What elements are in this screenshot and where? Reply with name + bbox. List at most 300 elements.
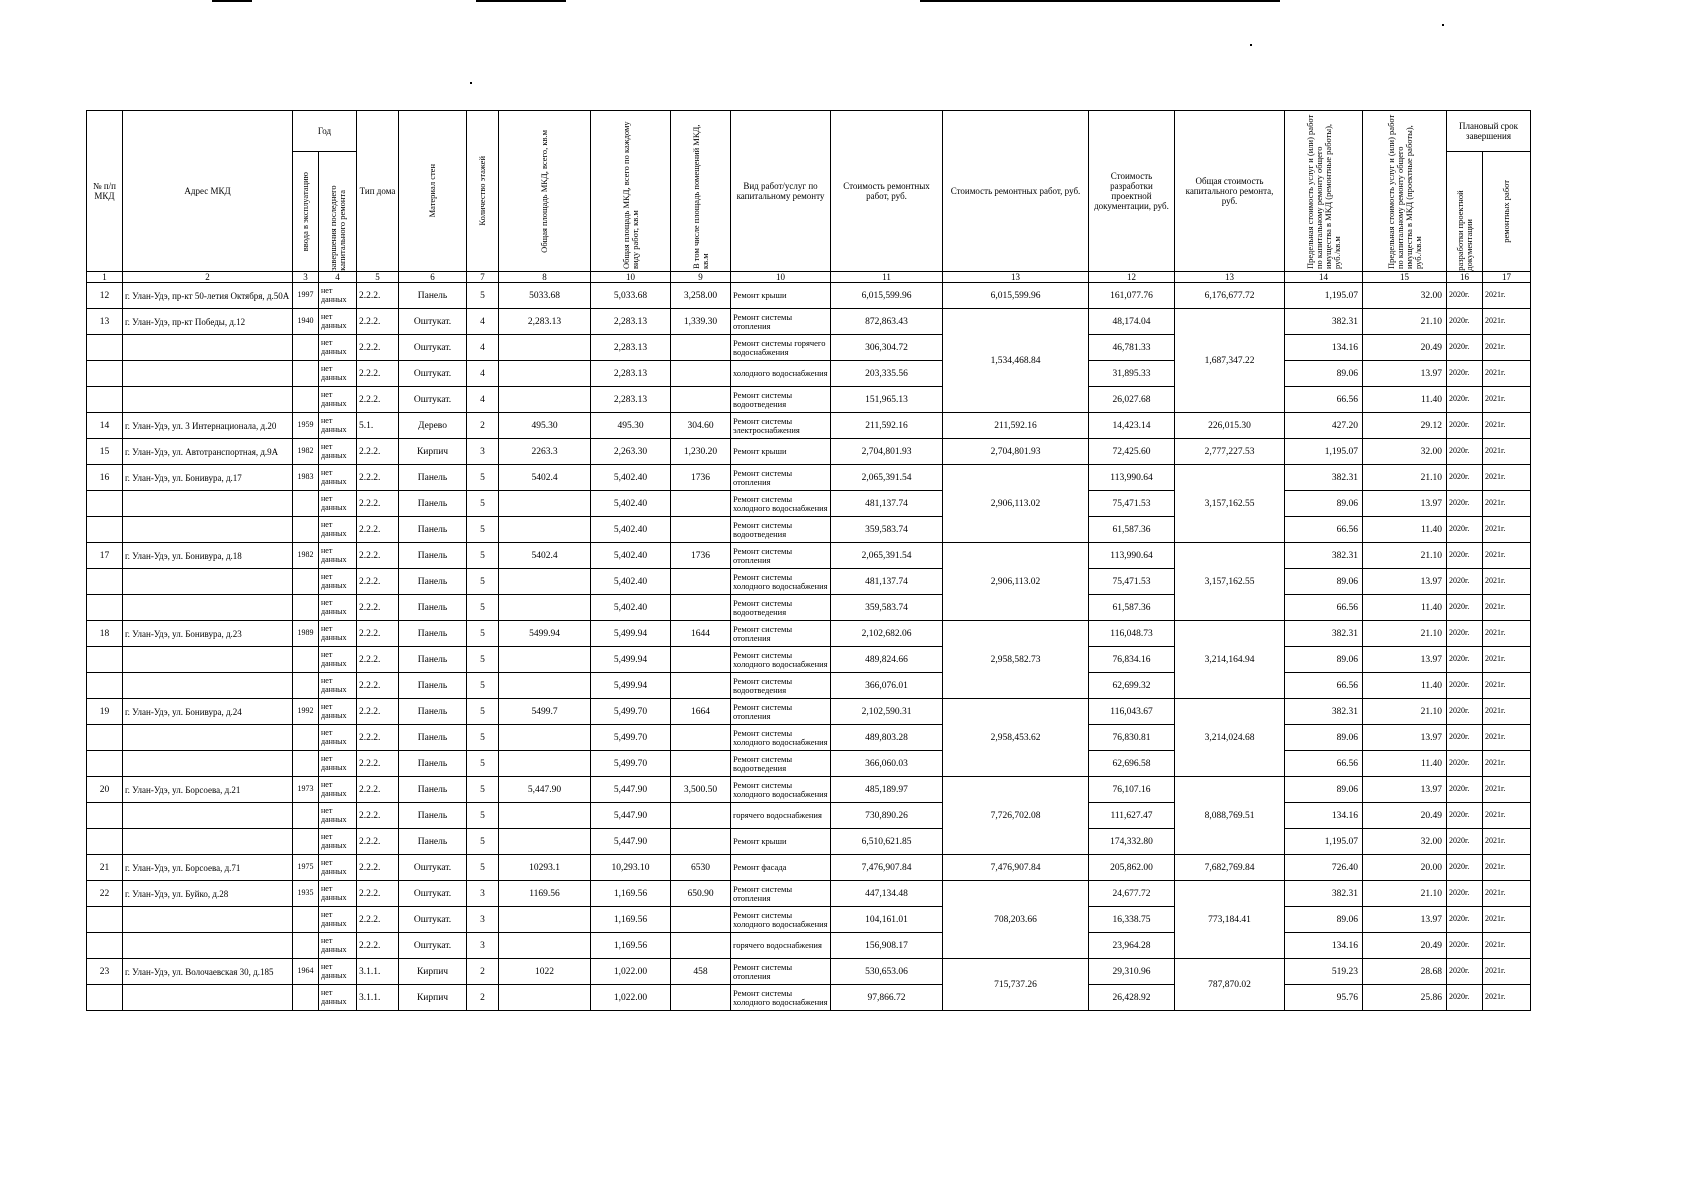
column-number: 10 <box>591 272 671 283</box>
deadline-design: 2020г. <box>1447 543 1483 569</box>
wall-material: Панель <box>399 777 467 803</box>
column-number: 5 <box>357 272 399 283</box>
deadline-design: 2020г. <box>1447 803 1483 829</box>
mkd-address <box>123 803 293 829</box>
wall-material: Панель <box>399 725 467 751</box>
floor-count: 5 <box>467 621 499 647</box>
wall-material: Оштукат. <box>399 881 467 907</box>
wall-material: Панель <box>399 829 467 855</box>
work-type: Ремонт системы отопления <box>731 699 831 725</box>
mkd-address <box>123 751 293 777</box>
total-capital-repair-cost: 226,015.30 <box>1175 413 1285 439</box>
deadline-repair: 2021г. <box>1483 933 1531 959</box>
year-commissioning <box>293 595 319 621</box>
year-commissioning <box>293 907 319 933</box>
deadline-repair: 2021г. <box>1483 387 1531 413</box>
column-number: 13 <box>943 272 1089 283</box>
table-body <box>87 283 1531 1011</box>
mkd-number <box>87 569 123 595</box>
wall-material: Оштукат. <box>399 933 467 959</box>
total-area: 495.30 <box>499 413 591 439</box>
mkd-address: г. Улан-Удэ, ул. Автотранспортная, д.9А <box>123 439 293 465</box>
repair-cost-total: 7,476,907.84 <box>943 855 1089 881</box>
limit-cost-design: 21.10 <box>1363 465 1447 491</box>
year-last-repair: нет данных <box>319 387 357 413</box>
column-number: 9 <box>671 272 731 283</box>
deadline-repair: 2021г. <box>1483 517 1531 543</box>
mkd-number: 23 <box>87 959 123 985</box>
mkd-number <box>87 725 123 751</box>
table-row <box>87 907 1531 933</box>
design-cost: 113,990.64 <box>1089 543 1175 569</box>
floor-count: 3 <box>467 933 499 959</box>
floor-count: 2 <box>467 985 499 1011</box>
limit-cost-design: 11.40 <box>1363 387 1447 413</box>
limit-cost-repair: 382.31 <box>1285 699 1363 725</box>
house-type: 2.2.2. <box>357 699 399 725</box>
mkd-address <box>123 595 293 621</box>
house-type: 2.2.2. <box>357 361 399 387</box>
design-cost: 75,471.53 <box>1089 491 1175 517</box>
living-area: 1644 <box>671 621 731 647</box>
repair-cost-total: 708,203.66 <box>943 881 1089 959</box>
living-area <box>671 985 731 1011</box>
work-type: Ремонт крыши <box>731 439 831 465</box>
year-last-repair: нет данных <box>319 439 357 465</box>
mkd-number: 14 <box>87 413 123 439</box>
limit-cost-repair: 95.76 <box>1285 985 1363 1011</box>
wall-material: Оштукат. <box>399 361 467 387</box>
table-row <box>87 283 1531 309</box>
deadline-repair: 2021г. <box>1483 985 1531 1011</box>
house-type: 2.2.2. <box>357 777 399 803</box>
house-type: 2.2.2. <box>357 933 399 959</box>
column-number: 1 <box>87 272 123 283</box>
house-type: 2.2.2. <box>357 439 399 465</box>
year-commissioning <box>293 985 319 1011</box>
year-commissioning <box>293 933 319 959</box>
mkd-number: 21 <box>87 855 123 881</box>
floor-count: 5 <box>467 491 499 517</box>
wall-material: Оштукат. <box>399 309 467 335</box>
total-area <box>499 907 591 933</box>
header-work-type: Вид работ/услуг по капитальному ремонту <box>731 111 831 272</box>
mkd-number <box>87 803 123 829</box>
capital-repair-table <box>86 110 1531 1011</box>
table-row <box>87 855 1531 881</box>
header-floors: Количество этажей <box>467 111 499 272</box>
area-per-work: 2,283.13 <box>591 387 671 413</box>
mkd-number <box>87 517 123 543</box>
wall-material: Панель <box>399 673 467 699</box>
house-type: 3.1.1. <box>357 985 399 1011</box>
year-commissioning: 1982 <box>293 543 319 569</box>
limit-cost-repair: 134.16 <box>1285 933 1363 959</box>
limit-cost-repair: 382.31 <box>1285 881 1363 907</box>
repair-cost: 872,863.43 <box>831 309 943 335</box>
work-type: Ремонт системы горячего водоснабжения <box>731 335 831 361</box>
living-area: 1736 <box>671 543 731 569</box>
header-deadline-repair: ремонтных работ <box>1483 152 1531 272</box>
design-cost: 116,043.67 <box>1089 699 1175 725</box>
year-last-repair: нет данных <box>319 543 357 569</box>
deadline-design: 2020г. <box>1447 465 1483 491</box>
header-year-commissioning: ввода в эксплуатацию <box>293 152 319 272</box>
year-last-repair: нет данных <box>319 361 357 387</box>
year-commissioning <box>293 335 319 361</box>
area-per-work: 5,499.94 <box>591 647 671 673</box>
design-cost: 23,964.28 <box>1089 933 1175 959</box>
repair-cost: 489,803.28 <box>831 725 943 751</box>
limit-cost-design: 13.97 <box>1363 647 1447 673</box>
limit-cost-design: 13.97 <box>1363 725 1447 751</box>
deadline-repair: 2021г. <box>1483 491 1531 517</box>
total-area: 5499.94 <box>499 621 591 647</box>
header-year-last-repair: завершения последнего капитального ремонта <box>319 152 357 272</box>
wall-material: Панель <box>399 517 467 543</box>
limit-cost-repair: 66.56 <box>1285 595 1363 621</box>
scan-mark <box>470 82 472 84</box>
work-type: Ремонт системы водоотведения <box>731 595 831 621</box>
total-area <box>499 335 591 361</box>
deadline-design: 2020г. <box>1447 881 1483 907</box>
design-cost: 46,781.33 <box>1089 335 1175 361</box>
mkd-number <box>87 387 123 413</box>
year-commissioning: 1935 <box>293 881 319 907</box>
deadline-design: 2020г. <box>1447 985 1483 1011</box>
table-row <box>87 751 1531 777</box>
header-address: Адрес МКД <box>123 111 293 272</box>
limit-cost-design: 32.00 <box>1363 829 1447 855</box>
wall-material: Оштукат. <box>399 907 467 933</box>
header-deadline-design: разработки проектной документации <box>1447 152 1483 272</box>
mkd-number: 17 <box>87 543 123 569</box>
deadline-repair: 2021г. <box>1483 829 1531 855</box>
house-type: 2.2.2. <box>357 283 399 309</box>
total-area <box>499 361 591 387</box>
wall-material: Панель <box>399 465 467 491</box>
limit-cost-repair: 89.06 <box>1285 777 1363 803</box>
table-row <box>87 491 1531 517</box>
work-type: Ремонт системы водоотведения <box>731 387 831 413</box>
total-area <box>499 933 591 959</box>
mkd-number: 22 <box>87 881 123 907</box>
header-no: № п/п МКД <box>87 111 123 272</box>
living-area <box>671 673 731 699</box>
floor-count: 5 <box>467 465 499 491</box>
deadline-design: 2020г. <box>1447 725 1483 751</box>
header-area-per-work: Общая площадь МКД, всего по каждому виду работ, кв.м <box>591 111 671 272</box>
work-type: Ремонт крыши <box>731 829 831 855</box>
house-type: 2.2.2. <box>357 621 399 647</box>
table-row <box>87 959 1531 985</box>
mkd-address: г. Улан-Удэ, пр-кт 50-летия Октября, д.50А <box>123 283 293 309</box>
deadline-repair: 2021г. <box>1483 283 1531 309</box>
total-capital-repair-cost: 6,176,677.72 <box>1175 283 1285 309</box>
floor-count: 5 <box>467 647 499 673</box>
floor-count: 5 <box>467 517 499 543</box>
house-type: 2.2.2. <box>357 751 399 777</box>
total-area: 5402.4 <box>499 465 591 491</box>
table-row <box>87 725 1531 751</box>
wall-material: Оштукат. <box>399 855 467 881</box>
repair-cost: 151,965.13 <box>831 387 943 413</box>
mkd-address <box>123 933 293 959</box>
table-row <box>87 829 1531 855</box>
total-capital-repair-cost: 3,214,164.94 <box>1175 621 1285 699</box>
deadline-design: 2020г. <box>1447 907 1483 933</box>
repair-cost: 211,592.16 <box>831 413 943 439</box>
wall-material: Панель <box>399 621 467 647</box>
floor-count: 5 <box>467 751 499 777</box>
repair-cost: 481,137.74 <box>831 569 943 595</box>
design-cost: 116,048.73 <box>1089 621 1175 647</box>
year-last-repair: нет данных <box>319 855 357 881</box>
total-area: 5402.4 <box>499 543 591 569</box>
house-type: 2.2.2. <box>357 595 399 621</box>
deadline-repair: 2021г. <box>1483 751 1531 777</box>
repair-cost: 6,015,599.96 <box>831 283 943 309</box>
wall-material: Панель <box>399 595 467 621</box>
mkd-address: г. Улан-Удэ, ул. Волочаевская 30, д.185 <box>123 959 293 985</box>
deadline-design: 2020г. <box>1447 309 1483 335</box>
total-area: 2263.3 <box>499 439 591 465</box>
header-deadline-group: Плановый срок завершения <box>1447 111 1531 152</box>
year-commissioning: 1973 <box>293 777 319 803</box>
table-row <box>87 647 1531 673</box>
limit-cost-repair: 66.56 <box>1285 751 1363 777</box>
work-type: Ремонт системы холодного водоснабжения <box>731 725 831 751</box>
mkd-number: 18 <box>87 621 123 647</box>
deadline-design: 2020г. <box>1447 751 1483 777</box>
wall-material: Оштукат. <box>399 387 467 413</box>
area-per-work: 495.30 <box>591 413 671 439</box>
header-total-cost: Общая стоимость капитального ремонта, руб. <box>1175 111 1285 272</box>
column-number: 4 <box>319 272 357 283</box>
living-area <box>671 907 731 933</box>
year-commissioning: 1964 <box>293 959 319 985</box>
repair-cost-total: 2,704,801.93 <box>943 439 1089 465</box>
table-row <box>87 673 1531 699</box>
limit-cost-repair: 89.06 <box>1285 647 1363 673</box>
living-area: 304.60 <box>671 413 731 439</box>
header-limit-cost-design: Предельная стоимость услуг и (или) работ по капитальному ремонту общего имущества в МКД (проектные работы), руб./кв.м <box>1363 111 1447 272</box>
repair-cost: 489,824.66 <box>831 647 943 673</box>
table-row <box>87 361 1531 387</box>
deadline-repair: 2021г. <box>1483 907 1531 933</box>
mkd-address: г. Улан-Удэ, ул. Бонивура, д.24 <box>123 699 293 725</box>
year-last-repair: нет данных <box>319 595 357 621</box>
area-per-work: 2,283.13 <box>591 309 671 335</box>
year-commissioning <box>293 517 319 543</box>
limit-cost-repair: 382.31 <box>1285 309 1363 335</box>
mkd-address <box>123 387 293 413</box>
deadline-repair: 2021г. <box>1483 595 1531 621</box>
year-last-repair: нет данных <box>319 959 357 985</box>
deadline-design: 2020г. <box>1447 855 1483 881</box>
design-cost: 26,027.68 <box>1089 387 1175 413</box>
header-total-area: Общая площадь МКД, всего, кв.м <box>499 111 591 272</box>
deadline-design: 2020г. <box>1447 283 1483 309</box>
column-number: 12 <box>1089 272 1175 283</box>
year-commissioning <box>293 829 319 855</box>
total-area <box>499 985 591 1011</box>
floor-count: 5 <box>467 569 499 595</box>
living-area <box>671 387 731 413</box>
limit-cost-design: 21.10 <box>1363 881 1447 907</box>
year-commissioning: 1989 <box>293 621 319 647</box>
repair-cost-total: 7,726,702.08 <box>943 777 1089 855</box>
deadline-repair: 2021г. <box>1483 335 1531 361</box>
total-area <box>499 673 591 699</box>
house-type: 5.1. <box>357 413 399 439</box>
mkd-number <box>87 751 123 777</box>
year-last-repair: нет данных <box>319 569 357 595</box>
table-row <box>87 517 1531 543</box>
limit-cost-design: 32.00 <box>1363 439 1447 465</box>
mkd-number: 16 <box>87 465 123 491</box>
mkd-address <box>123 985 293 1011</box>
limit-cost-design: 13.97 <box>1363 491 1447 517</box>
table-row <box>87 439 1531 465</box>
limit-cost-repair: 1,195.07 <box>1285 829 1363 855</box>
total-area <box>499 725 591 751</box>
limit-cost-repair: 427.20 <box>1285 413 1363 439</box>
repair-cost: 2,102,682.06 <box>831 621 943 647</box>
house-type: 2.2.2. <box>357 465 399 491</box>
total-area: 5033.68 <box>499 283 591 309</box>
year-last-repair: нет данных <box>319 829 357 855</box>
repair-cost: 203,335.56 <box>831 361 943 387</box>
limit-cost-design: 11.40 <box>1363 751 1447 777</box>
table-row <box>87 777 1531 803</box>
design-cost: 76,830.81 <box>1089 725 1175 751</box>
repair-cost-total: 1,534,468.84 <box>943 309 1089 413</box>
living-area: 1736 <box>671 465 731 491</box>
total-area <box>499 491 591 517</box>
year-last-repair: нет данных <box>319 647 357 673</box>
living-area <box>671 933 731 959</box>
living-area <box>671 517 731 543</box>
deadline-design: 2020г. <box>1447 387 1483 413</box>
repair-cost-total: 2,906,113.02 <box>943 543 1089 621</box>
mkd-number: 19 <box>87 699 123 725</box>
total-capital-repair-cost: 3,157,162.55 <box>1175 465 1285 543</box>
header-wall-material: Материал стен <box>399 111 467 272</box>
design-cost: 62,699.32 <box>1089 673 1175 699</box>
floor-count: 5 <box>467 543 499 569</box>
limit-cost-repair: 134.16 <box>1285 803 1363 829</box>
year-last-repair: нет данных <box>319 933 357 959</box>
year-commissioning: 1940 <box>293 309 319 335</box>
living-area <box>671 803 731 829</box>
living-area: 458 <box>671 959 731 985</box>
design-cost: 75,471.53 <box>1089 569 1175 595</box>
deadline-repair: 2021г. <box>1483 803 1531 829</box>
deadline-design: 2020г. <box>1447 361 1483 387</box>
header-living-area: В том числе площадь помещений МКД, кв.м <box>671 111 731 272</box>
total-capital-repair-cost: 1,687,347.22 <box>1175 309 1285 413</box>
house-type: 2.2.2. <box>357 855 399 881</box>
mkd-number <box>87 647 123 673</box>
total-area: 1022 <box>499 959 591 985</box>
year-commissioning: 1982 <box>293 439 319 465</box>
mkd-address: г. Улан-Удэ, ул. Борсоева, д.71 <box>123 855 293 881</box>
total-capital-repair-cost: 787,870.02 <box>1175 959 1285 1011</box>
table-row <box>87 881 1531 907</box>
year-last-repair: нет данных <box>319 309 357 335</box>
year-last-repair: нет данных <box>319 673 357 699</box>
limit-cost-repair: 66.56 <box>1285 517 1363 543</box>
total-area <box>499 595 591 621</box>
table-row <box>87 803 1531 829</box>
house-type: 2.2.2. <box>357 803 399 829</box>
house-type: 2.2.2. <box>357 569 399 595</box>
total-capital-repair-cost: 3,214,024.68 <box>1175 699 1285 777</box>
design-cost: 76,834.16 <box>1089 647 1175 673</box>
year-commissioning: 1997 <box>293 283 319 309</box>
wall-material: Панель <box>399 569 467 595</box>
repair-cost: 366,076.01 <box>831 673 943 699</box>
deadline-repair: 2021г. <box>1483 881 1531 907</box>
total-area <box>499 517 591 543</box>
header-repair-cost: Стоимость ремонтных работ, руб. <box>831 111 943 272</box>
design-cost: 111,627.47 <box>1089 803 1175 829</box>
limit-cost-design: 29.12 <box>1363 413 1447 439</box>
house-type: 2.2.2. <box>357 673 399 699</box>
living-area <box>671 829 731 855</box>
area-per-work: 5,402.40 <box>591 543 671 569</box>
design-cost: 24,677.72 <box>1089 881 1175 907</box>
floor-count: 2 <box>467 413 499 439</box>
mkd-address <box>123 725 293 751</box>
mkd-number <box>87 907 123 933</box>
work-type: Ремонт крыши <box>731 283 831 309</box>
area-per-work: 5,499.70 <box>591 699 671 725</box>
mkd-address: г. Улан-Удэ, ул. Бонивура, д.17 <box>123 465 293 491</box>
deadline-repair: 2021г. <box>1483 699 1531 725</box>
year-last-repair: нет данных <box>319 413 357 439</box>
table-row <box>87 387 1531 413</box>
limit-cost-design: 13.97 <box>1363 777 1447 803</box>
limit-cost-design: 11.40 <box>1363 673 1447 699</box>
deadline-design: 2020г. <box>1447 959 1483 985</box>
year-commissioning <box>293 387 319 413</box>
limit-cost-repair: 66.56 <box>1285 387 1363 413</box>
work-type: Ремонт системы холодного водоснабжения <box>731 985 831 1011</box>
column-number: 3 <box>293 272 319 283</box>
mkd-number <box>87 595 123 621</box>
header-limit-cost-repair: Предельная стоимость услуг и (или) работ по капитальному ремонту общего имущества в МКД (ремонтные работы), руб./кв.м <box>1285 111 1363 272</box>
year-commissioning <box>293 673 319 699</box>
floor-count: 5 <box>467 829 499 855</box>
area-per-work: 1,169.56 <box>591 907 671 933</box>
mkd-address: г. Улан-Удэ, ул. Бонивура, д.18 <box>123 543 293 569</box>
column-number: 15 <box>1363 272 1447 283</box>
area-per-work: 5,447.90 <box>591 777 671 803</box>
work-type: Ремонт системы отопления <box>731 309 831 335</box>
deadline-repair: 2021г. <box>1483 855 1531 881</box>
scan-mark <box>476 0 566 2</box>
floor-count: 4 <box>467 309 499 335</box>
year-last-repair: нет данных <box>319 725 357 751</box>
area-per-work: 5,402.40 <box>591 517 671 543</box>
work-type: Ремонт системы электроснабжения <box>731 413 831 439</box>
year-last-repair: нет данных <box>319 907 357 933</box>
total-capital-repair-cost: 3,157,162.55 <box>1175 543 1285 621</box>
scan-mark <box>212 0 252 2</box>
mkd-address: г. Улан-Удэ, ул. 3 Интернационала, д.20 <box>123 413 293 439</box>
